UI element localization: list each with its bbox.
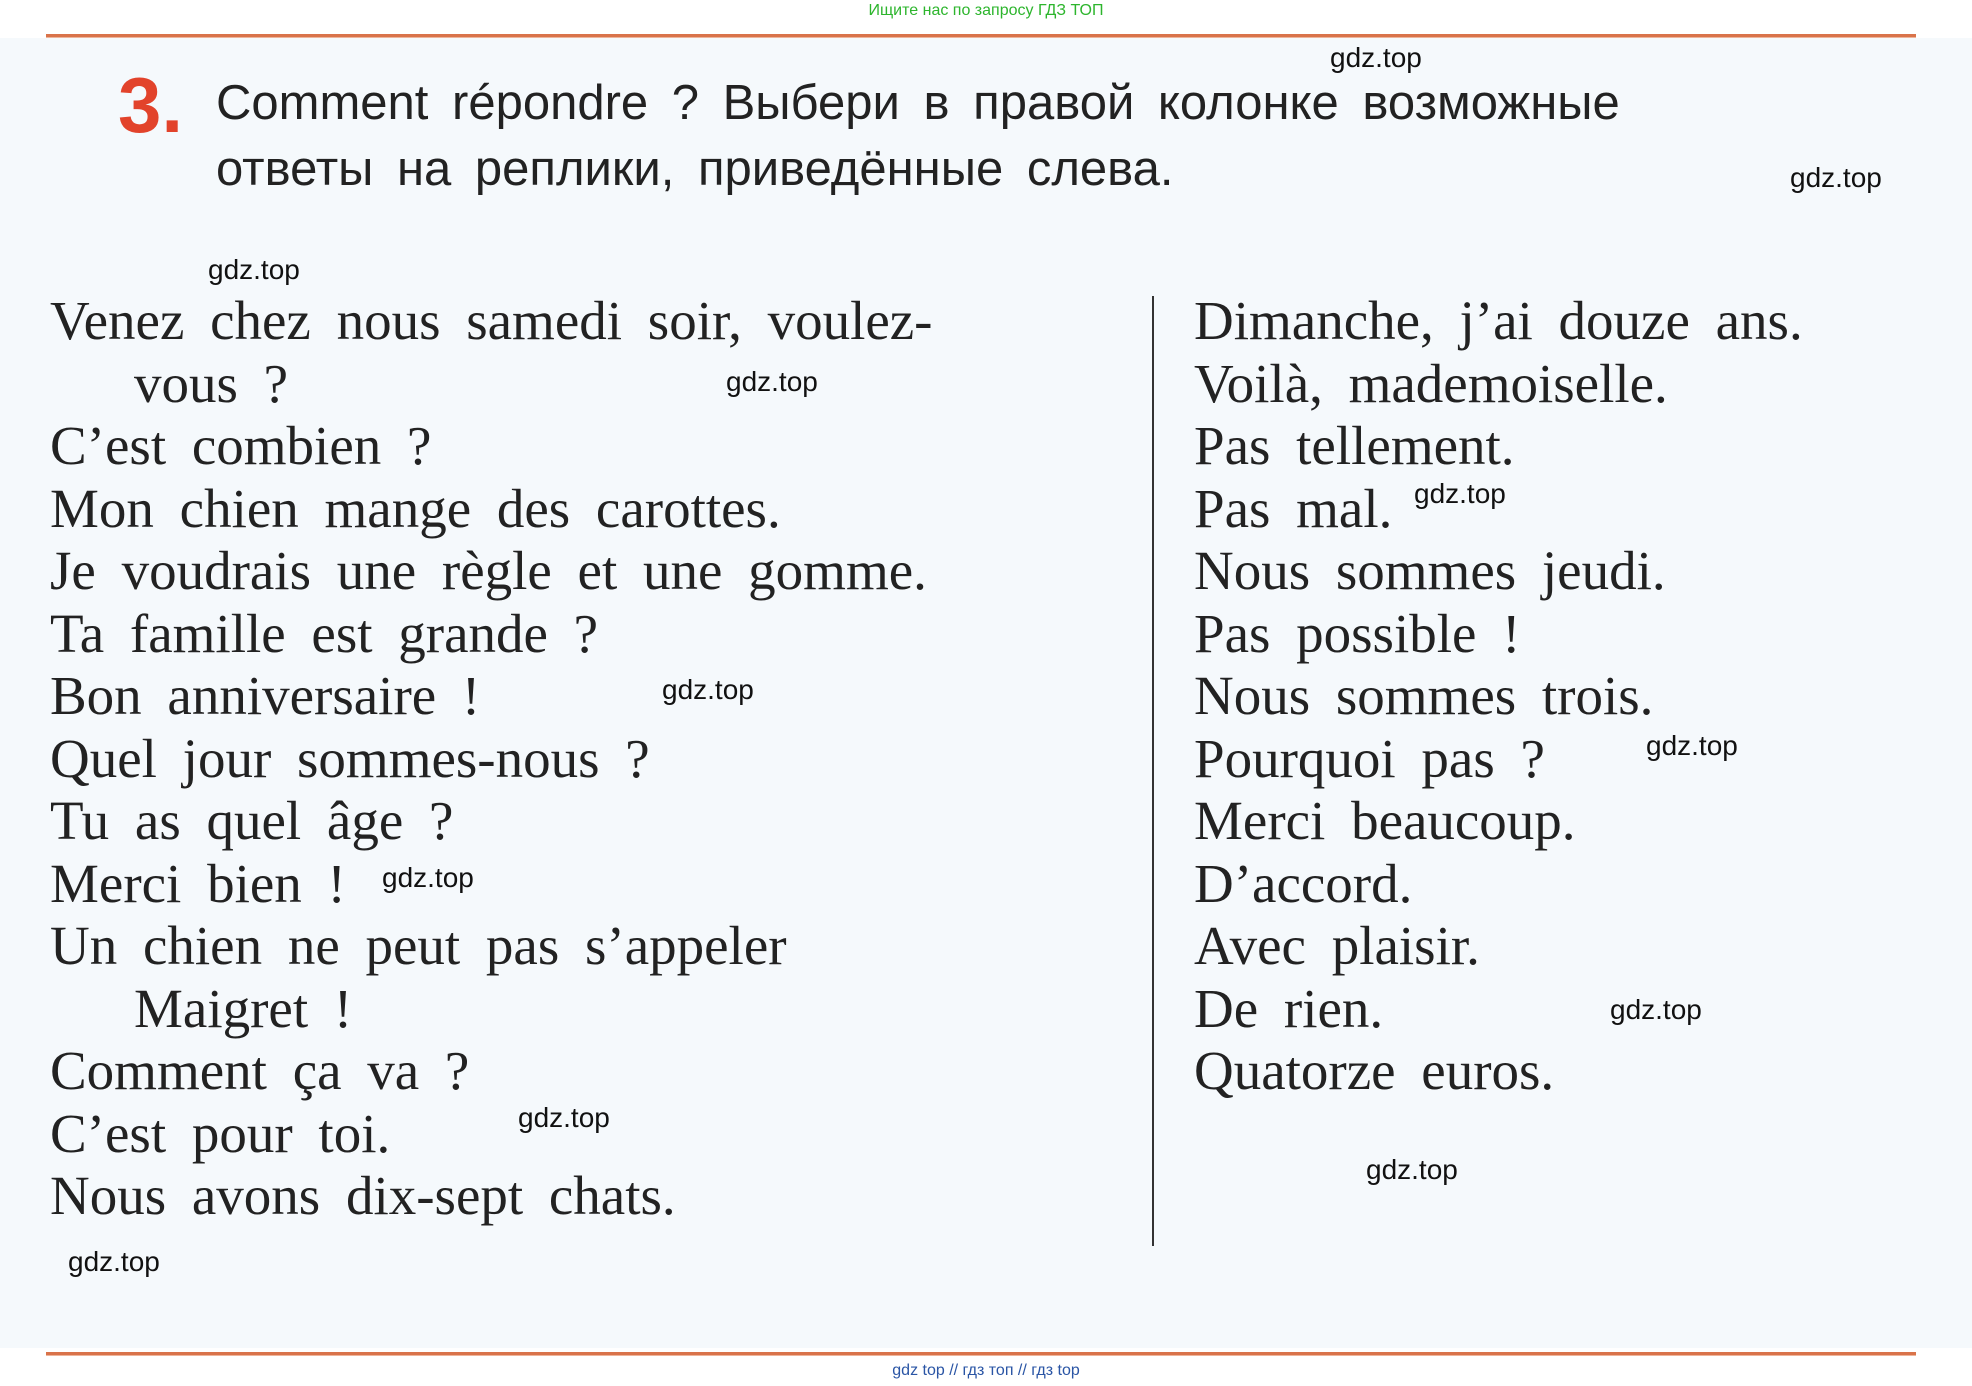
watermark: gdz.top	[68, 1246, 160, 1277]
left-line: Ta famille est grande ?	[50, 602, 599, 664]
right-line: Voilà, mademoiselle.	[1194, 352, 1668, 414]
instruction-line-2: ответы на реплики, приведённые слева.	[216, 142, 1174, 196]
watermark: gdz.top	[1330, 42, 1422, 73]
watermark: gdz.top	[1610, 994, 1702, 1025]
watermark: gdz.top	[1414, 478, 1506, 509]
right-line: Nous sommes trois.	[1194, 665, 1654, 726]
left-column-replicas	[50, 290, 1130, 1228]
right-column-answers	[1194, 290, 1934, 1103]
watermark: gdz.top	[382, 862, 474, 893]
instruction-line-1: Comment répondre ? Выбери в правой колонке возможные	[216, 76, 1620, 130]
watermark: gdz.top	[726, 366, 818, 397]
left-line: Nous avons dix-sept chats.	[50, 1165, 676, 1226]
column-divider	[1152, 296, 1154, 1246]
watermark: gdz.top	[1646, 730, 1738, 761]
left-line: C’est pour toi.	[50, 1102, 391, 1164]
left-line: Comment ça va ?	[50, 1040, 470, 1101]
left-line: vous ?	[134, 352, 289, 414]
right-line: Pas possible !	[1194, 602, 1521, 664]
watermark: gdz.top	[662, 674, 754, 705]
left-line: Je voudrais une règle et une gomme.	[50, 540, 927, 601]
right-line: Pas mal.	[1194, 477, 1393, 539]
right-line: De rien.	[1194, 977, 1384, 1039]
task-instruction	[216, 70, 1856, 202]
right-line: Avec plaisir.	[1194, 915, 1480, 976]
bottom-rule	[46, 1352, 1916, 1355]
left-line: Un chien ne peut pas s’appeler	[50, 915, 787, 976]
left-line: Tu as quel âge ?	[50, 790, 454, 851]
left-line: Mon chien mange des carottes.	[50, 477, 781, 539]
left-line: Venez chez nous samedi soir, voulez-	[50, 290, 933, 351]
left-line: C’est combien ?	[50, 415, 432, 476]
footer-note: gdz top // гдз топ // гдз top	[892, 1362, 1080, 1379]
right-line: Merci beaucoup.	[1194, 790, 1576, 851]
left-line: Quel jour sommes-nous ?	[50, 727, 650, 789]
header-note: Ищите нас по запросу ГДЗ ТОП	[868, 2, 1104, 19]
right-line: Nous sommes jeudi.	[1194, 540, 1666, 601]
task-number: 3.	[118, 61, 184, 149]
watermark: gdz.top	[518, 1102, 610, 1133]
left-line: Merci bien !	[50, 852, 346, 914]
watermark: gdz.top	[208, 254, 300, 285]
right-line: Pas tellement.	[1194, 415, 1515, 476]
right-line: Quatorze euros.	[1194, 1040, 1555, 1101]
right-line: Dimanche, j’ai douze ans.	[1194, 290, 1803, 351]
right-line: Pourquoi pas ?	[1194, 727, 1545, 789]
left-line: Bon anniversaire !	[50, 665, 481, 726]
top-rule	[46, 34, 1916, 37]
watermark: gdz.top	[1366, 1154, 1458, 1185]
left-line: Maigret !	[134, 977, 353, 1039]
watermark: gdz.top	[1790, 162, 1882, 193]
right-line: D’accord.	[1194, 852, 1413, 914]
